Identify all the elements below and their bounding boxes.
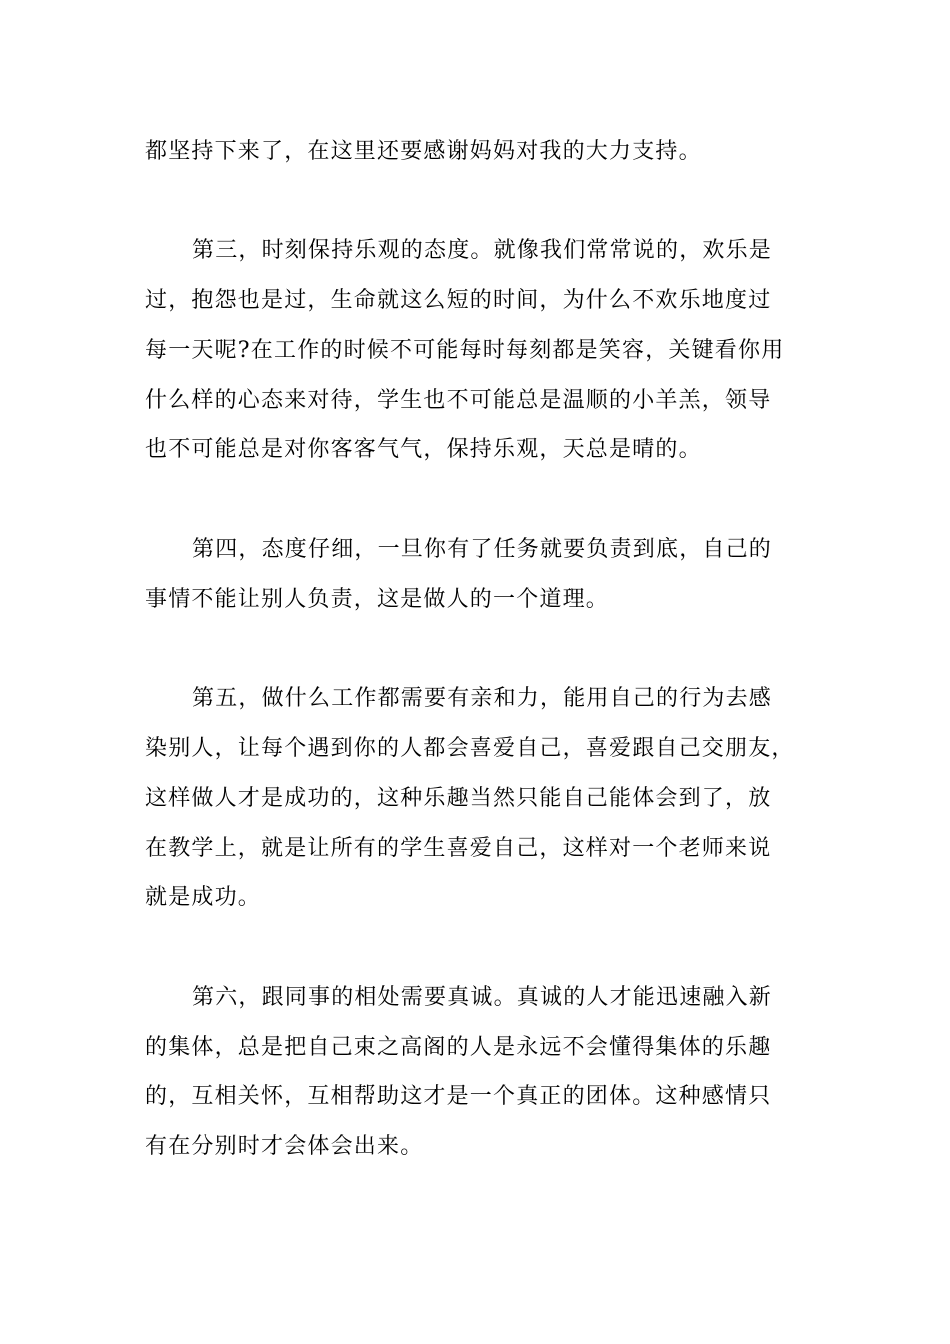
paragraph-fourth-line-1: 第四，态度仔细，一旦你有了任务就要负责到底，自己的 <box>192 537 773 562</box>
paragraph-fifth-line-3: 这样做人才是成功的，这种乐趣当然只能自己能体会到了，放 <box>145 786 772 811</box>
paragraph-fourth-line-2: 事情不能让别人负责，这是做人的一个道理。 <box>145 587 610 612</box>
paragraph-sixth-line-2: 的集体，总是把自己束之高阁的人是永远不会懂得集体的乐趣 <box>145 1035 772 1060</box>
paragraph-fifth-line-4: 在教学上，就是让所有的学生喜爱自己，这样对一个老师来说 <box>145 836 772 861</box>
paragraph-third-line-2: 过，抱怨也是过，生命就这么短的时间，为什么不欢乐地度过 <box>145 288 772 313</box>
paragraph-sixth-line-1: 第六，跟同事的相处需要真诚。真诚的人才能迅速融入新 <box>192 985 773 1010</box>
paragraph-fifth-line-5: 就是成功。 <box>145 885 262 910</box>
paragraph-third-line-1: 第三，时刻保持乐观的态度。就像我们常常说的，欢乐是 <box>192 238 773 263</box>
paragraph-third-line-3: 每一天呢?在工作的时候不可能每时每刻都是笑容，关键看你用 <box>145 338 785 363</box>
paragraph-continued-line-1: 都坚持下来了，在这里还要感谢妈妈对我的大力支持。 <box>145 139 702 164</box>
paragraph-third-line-4: 什么样的心态来对待，学生也不可能总是温顺的小羊羔，领导 <box>145 388 772 413</box>
paragraph-sixth-line-3: 的，互相关怀，互相帮助这才是一个真正的团体。这种感情只 <box>145 1084 772 1109</box>
paragraph-fifth-line-2: 染别人，让每个遇到你的人都会喜爱自己，喜爱跟自己交朋友， <box>145 736 795 761</box>
paragraph-fifth-line-1: 第五，做什么工作都需要有亲和力，能用自己的行为去感 <box>192 686 773 711</box>
paragraph-sixth-line-4: 有在分别时才会体会出来。 <box>145 1134 424 1159</box>
paragraph-third-line-5: 也不可能总是对你客客气气，保持乐观，天总是晴的。 <box>145 437 702 462</box>
